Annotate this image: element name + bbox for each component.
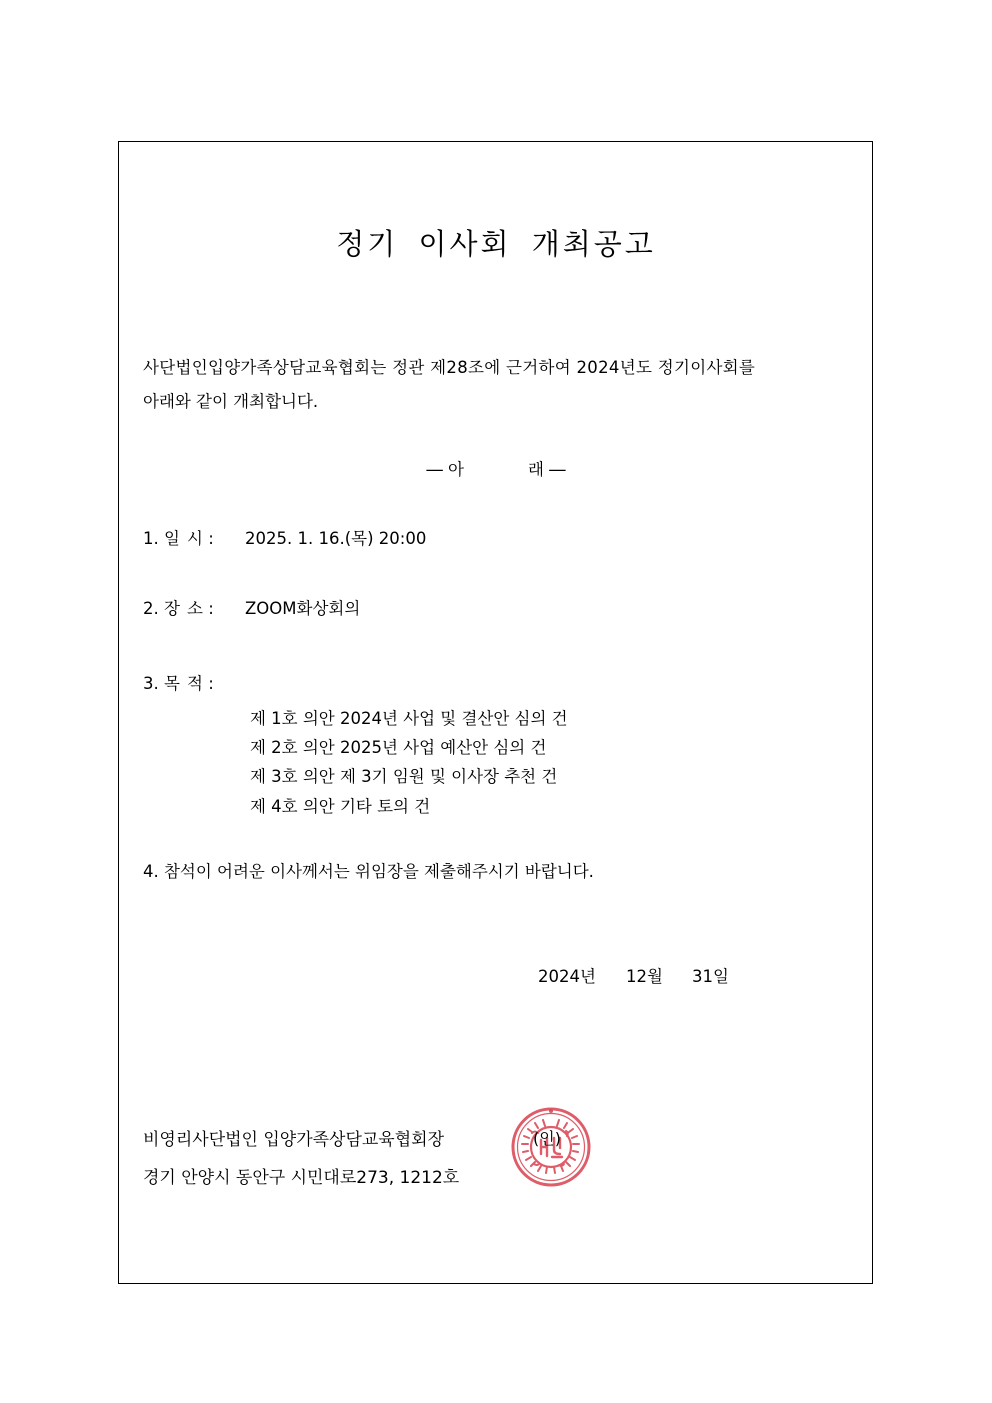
agenda-item-3: 제 3호 의안 제 3기 임원 및 이사장 추천 건 — [250, 767, 558, 786]
date-day: 31일 — [692, 967, 729, 986]
signature-org: 비영리사단법인 입양가족상담교육협회장 — [143, 1130, 444, 1150]
issue-date — [538, 966, 729, 988]
place-value: ZOOM화상회의 — [245, 599, 361, 618]
item-purpose: 3. 목 적 : — [143, 674, 214, 693]
are-right: 래 ― — [528, 460, 566, 479]
are-left: ― 아 — [426, 460, 464, 479]
date-year: 2024년 — [538, 967, 596, 986]
date-month: 12월 — [626, 967, 663, 986]
are-heading — [0, 459, 992, 481]
signature-address: 경기 안양시 동안구 시민대로273, 1212호 — [143, 1168, 460, 1188]
intro-line-2: 아래와 같이 개최합니다. — [143, 392, 319, 411]
page-title: 정기 이사회 개최공고 — [336, 227, 656, 261]
item-place: 2. 장 소 : ZOOM화상회의 — [143, 599, 361, 618]
intro-line-1: 사단법인입양가족상담교육협회는 정관 제28조에 근거하여 2024년도 정기이사회를 — [143, 358, 756, 377]
agenda-item-1: 제 1호 의안 2024년 사업 및 결산안 심의 건 — [250, 709, 568, 728]
agenda-item-2: 제 2호 의안 2025년 사업 예산안 심의 건 — [250, 738, 547, 757]
agenda-item-4: 제 4호 의안 기타 토의 건 — [250, 797, 431, 816]
seal-mark: (인) — [533, 1129, 561, 1148]
schedule-value: 2025. 1. 16.(목) 20:00 — [245, 529, 427, 548]
item-schedule: 1. 일 시 : 2025. 1. 16.(목) 20:00 — [143, 529, 427, 548]
item-note: 4. 참석이 어려운 이사께서는 위임장을 제출해주시기 바랍니다. — [143, 862, 594, 881]
